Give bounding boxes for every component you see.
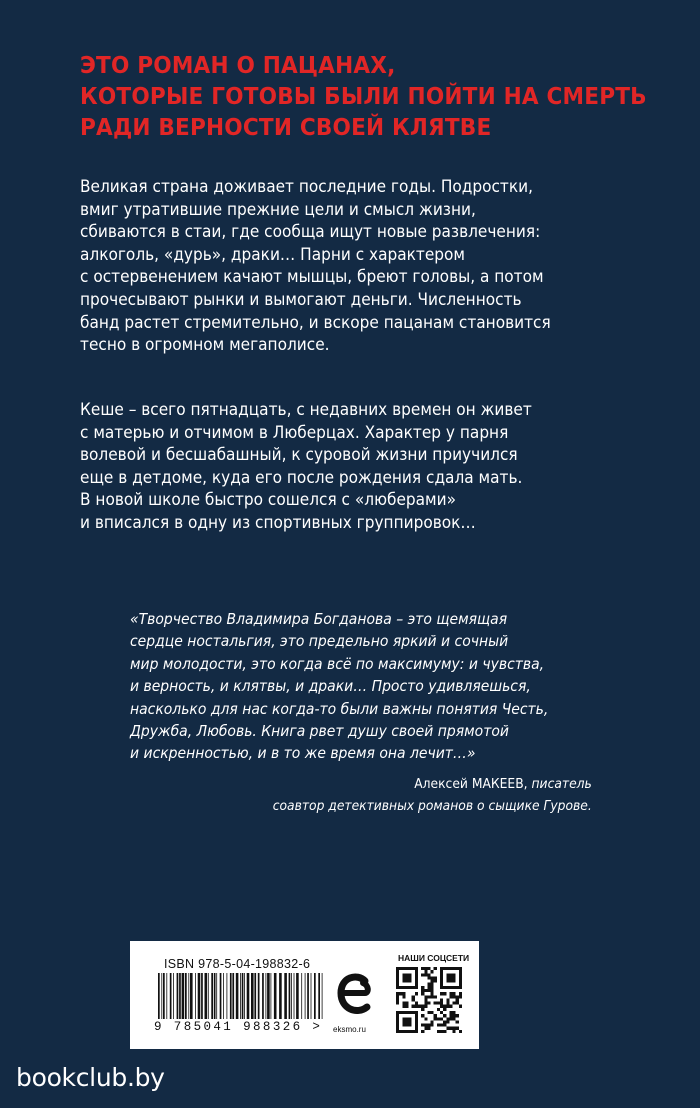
quote-line: «Творчество Владимира Богданова – это щемящая bbox=[130, 610, 508, 628]
quote-line: сердце ностальгия, это предельно яркий и сочный bbox=[130, 632, 509, 651]
text-line: с остервенением качают мышцы, бреют головы, а потом bbox=[80, 267, 544, 287]
quote-line: и искренностью, и в то же время она лечит…» bbox=[130, 744, 476, 763]
headline-line: РАДИ ВЕРНОСТИ СВОЕЙ КЛЯТВЕ bbox=[80, 113, 492, 141]
barcode-label bbox=[130, 941, 479, 1049]
text-line: и вписался в одну из спортивных группировок… bbox=[80, 512, 476, 532]
qr-code-icon bbox=[396, 967, 462, 1033]
watermark: bookclub.by bbox=[16, 1063, 165, 1092]
text-line: алкоголь, «дурь», драки… Парни с характером bbox=[80, 244, 466, 264]
synopsis-paragraph-2 bbox=[80, 399, 601, 535]
review-quote bbox=[130, 608, 548, 765]
headline bbox=[80, 50, 647, 143]
barcode-digits: 9 785041 988326 > bbox=[154, 1019, 330, 1034]
publisher-site: eksmo.ru bbox=[333, 1025, 366, 1034]
text-line: сбиваются в стаи, где сообща ищут новые развлечения: bbox=[80, 222, 541, 242]
quote-line: Дружба, Любовь. Книга рвет душу своей прямотой bbox=[130, 722, 509, 741]
headline-line: ЭТО РОМАН О ПАЦАНАХ, bbox=[80, 51, 396, 79]
attribution-author: Алексей МАКЕЕВ, bbox=[414, 777, 528, 792]
isbn-text: ISBN 978-5-04-198832-6 bbox=[164, 957, 311, 971]
eksmo-logo-icon bbox=[335, 971, 375, 1019]
text-line: с матерью и отчимом в Люберцах. Характер у парня bbox=[80, 422, 509, 442]
text-line: еще в детдоме, куда его после рождения сдала мать. bbox=[80, 467, 523, 487]
quote-line: мир молодости, это когда всё по максимуму: и чувства, bbox=[130, 654, 545, 673]
text-line: тесно в огромном мегаполисе. bbox=[80, 335, 330, 355]
quote-line: насколько для нас когда-то были важны понятия Честь, bbox=[130, 699, 549, 718]
quote-attribution bbox=[273, 774, 592, 818]
synopsis-paragraph-1 bbox=[80, 176, 601, 357]
attribution-line2: соавтор детективных романов о сыщике Гурове. bbox=[272, 799, 592, 814]
text-line: вмиг утратившие прежние цели и смысл жизни, bbox=[80, 199, 476, 219]
headline-line: КОТОРЫЕ ГОТОВЫ БЫЛИ ПОЙТИ НА СМЕРТЬ bbox=[80, 82, 647, 110]
text-line: Кеше – всего пятнадцать, с недавних времен он живет bbox=[80, 400, 532, 419]
text-line: Великая страна доживает последние годы. Подростки, bbox=[80, 177, 533, 196]
text-line: банд растет стремительно, и вскоре пацанам становится bbox=[80, 312, 551, 332]
quote-line: и верность, и клятвы, и драки… Просто удивляешься, bbox=[130, 677, 531, 696]
social-label: НАШИ СОЦСЕТИ bbox=[398, 953, 470, 963]
text-line: прочесывают рынки и вымогают деньги. Численность bbox=[80, 289, 522, 309]
text-line: В новой школе быстро сошелся с «люберами» bbox=[80, 490, 456, 510]
attribution-role: писатель bbox=[531, 777, 592, 792]
text-line: волевой и бесшабашный, к суровой жизни приучился bbox=[80, 445, 518, 465]
